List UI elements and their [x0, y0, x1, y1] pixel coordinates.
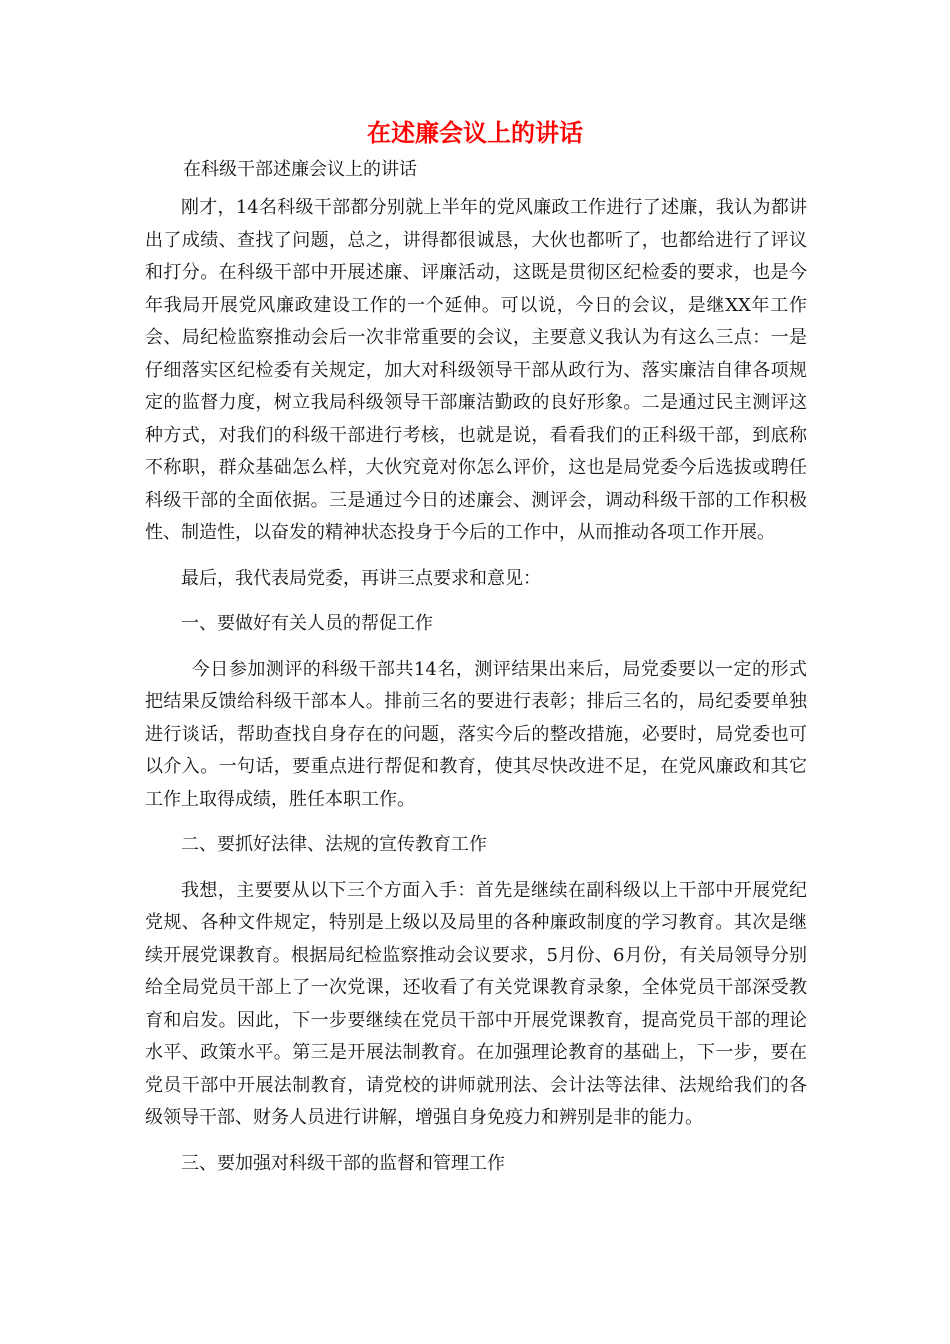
document-subtitle: 在科级干部述廉会议上的讲话 — [183, 159, 417, 180]
document-body — [145, 192, 807, 1180]
document-title: 在述廉会议上的讲话 — [367, 119, 583, 147]
section-heading-2: 二、要抓好法律、法规的宣传教育工作 — [181, 834, 487, 855]
paragraph-section-1: 今日参加测评的科级干部共14名，测评结果出来后，局党委要以一定的形式把结果反馈给科级干部本人。排前三名的要进行表彰；排后三名的，局纪委要单独进行谈话，帮助查找自身存在的问题，落实今后的整改措施，必要时，局党委也可以介入。一句话，要重点进行帮促和教育，使其尽快改进不足，在党风廉政和其它工作上取得成绩，胜任本职工作。 — [145, 658, 807, 810]
section-heading-1: 一、要做好有关人员的帮促工作 — [181, 613, 433, 634]
section-heading-3: 三、要加强对科级干部的监督和管理工作 — [181, 1152, 505, 1174]
paragraph-opening: 刚才，14名科级干部都分别就上半年的党风廉政工作进行了述廉，我认为都讲出了成绩、查找了问题，总之，讲得都很诚恳，大伙也都听了，也都给进行了评议和打分。在科级干部中开展述廉、评廉活动，这既是贯彻区纪检委的要求，也是今年我局开展党风廉政建设工作的一个延伸。可以说，今日的会议，是继XX年工作会、局纪检监察推动会后一次非常重要的会议，主要意义我认为有这么三点：一是仔细落实区纪检委有关规定，加大对科级领导干部从政行为、落实廉洁自律各项规定的监督力度，树立我局科级领导干部廉洁勤政的良好形象。二是通过民主测评这种方式，对我们的科级干部进行考核，也就是说，看看我们的正科级干部，到底称不称职，群众基础怎么样，大伙究竟对你怎么评价，这也是局党委今后选拔或聘任科级干部的全面依据。三是通过今日的述廉会、测评会，调动科级干部的工作积极性、制造性，以奋发的精神状态投身于今后的工作中，从而推动各项工作开展。 — [145, 197, 807, 543]
paragraph-section-2: 我想，主要要从以下三个方面入手：首先是继续在副科级以上干部中开展党纪党规、各种文件规定，特别是上级以及局里的各种廉政制度的学习教育。其次是继续开展党课教育。根据局纪检监察推动会议要求，5月份、6月份，有关局领导分别给全局党员干部上了一次党课，还收看了有关党课教育录象，全体党员干部深受教育和启发。因此，下一步要继续在党员干部中开展党课教育，提高党员干部的理论水平、政策水平。第三是开展法制教育。在加强理论教育的基础上，下一步，要在党员干部中开展法制教育，请党校的讲师就刑法、会计法等法律、法规给我们的各级领导干部、财务人员进行讲解，增强自身免疫力和辨别是非的能力。 — [145, 879, 807, 1128]
paragraph-requirements-intro: 最后，我代表局党委，再讲三点要求和意见： — [181, 567, 541, 589]
